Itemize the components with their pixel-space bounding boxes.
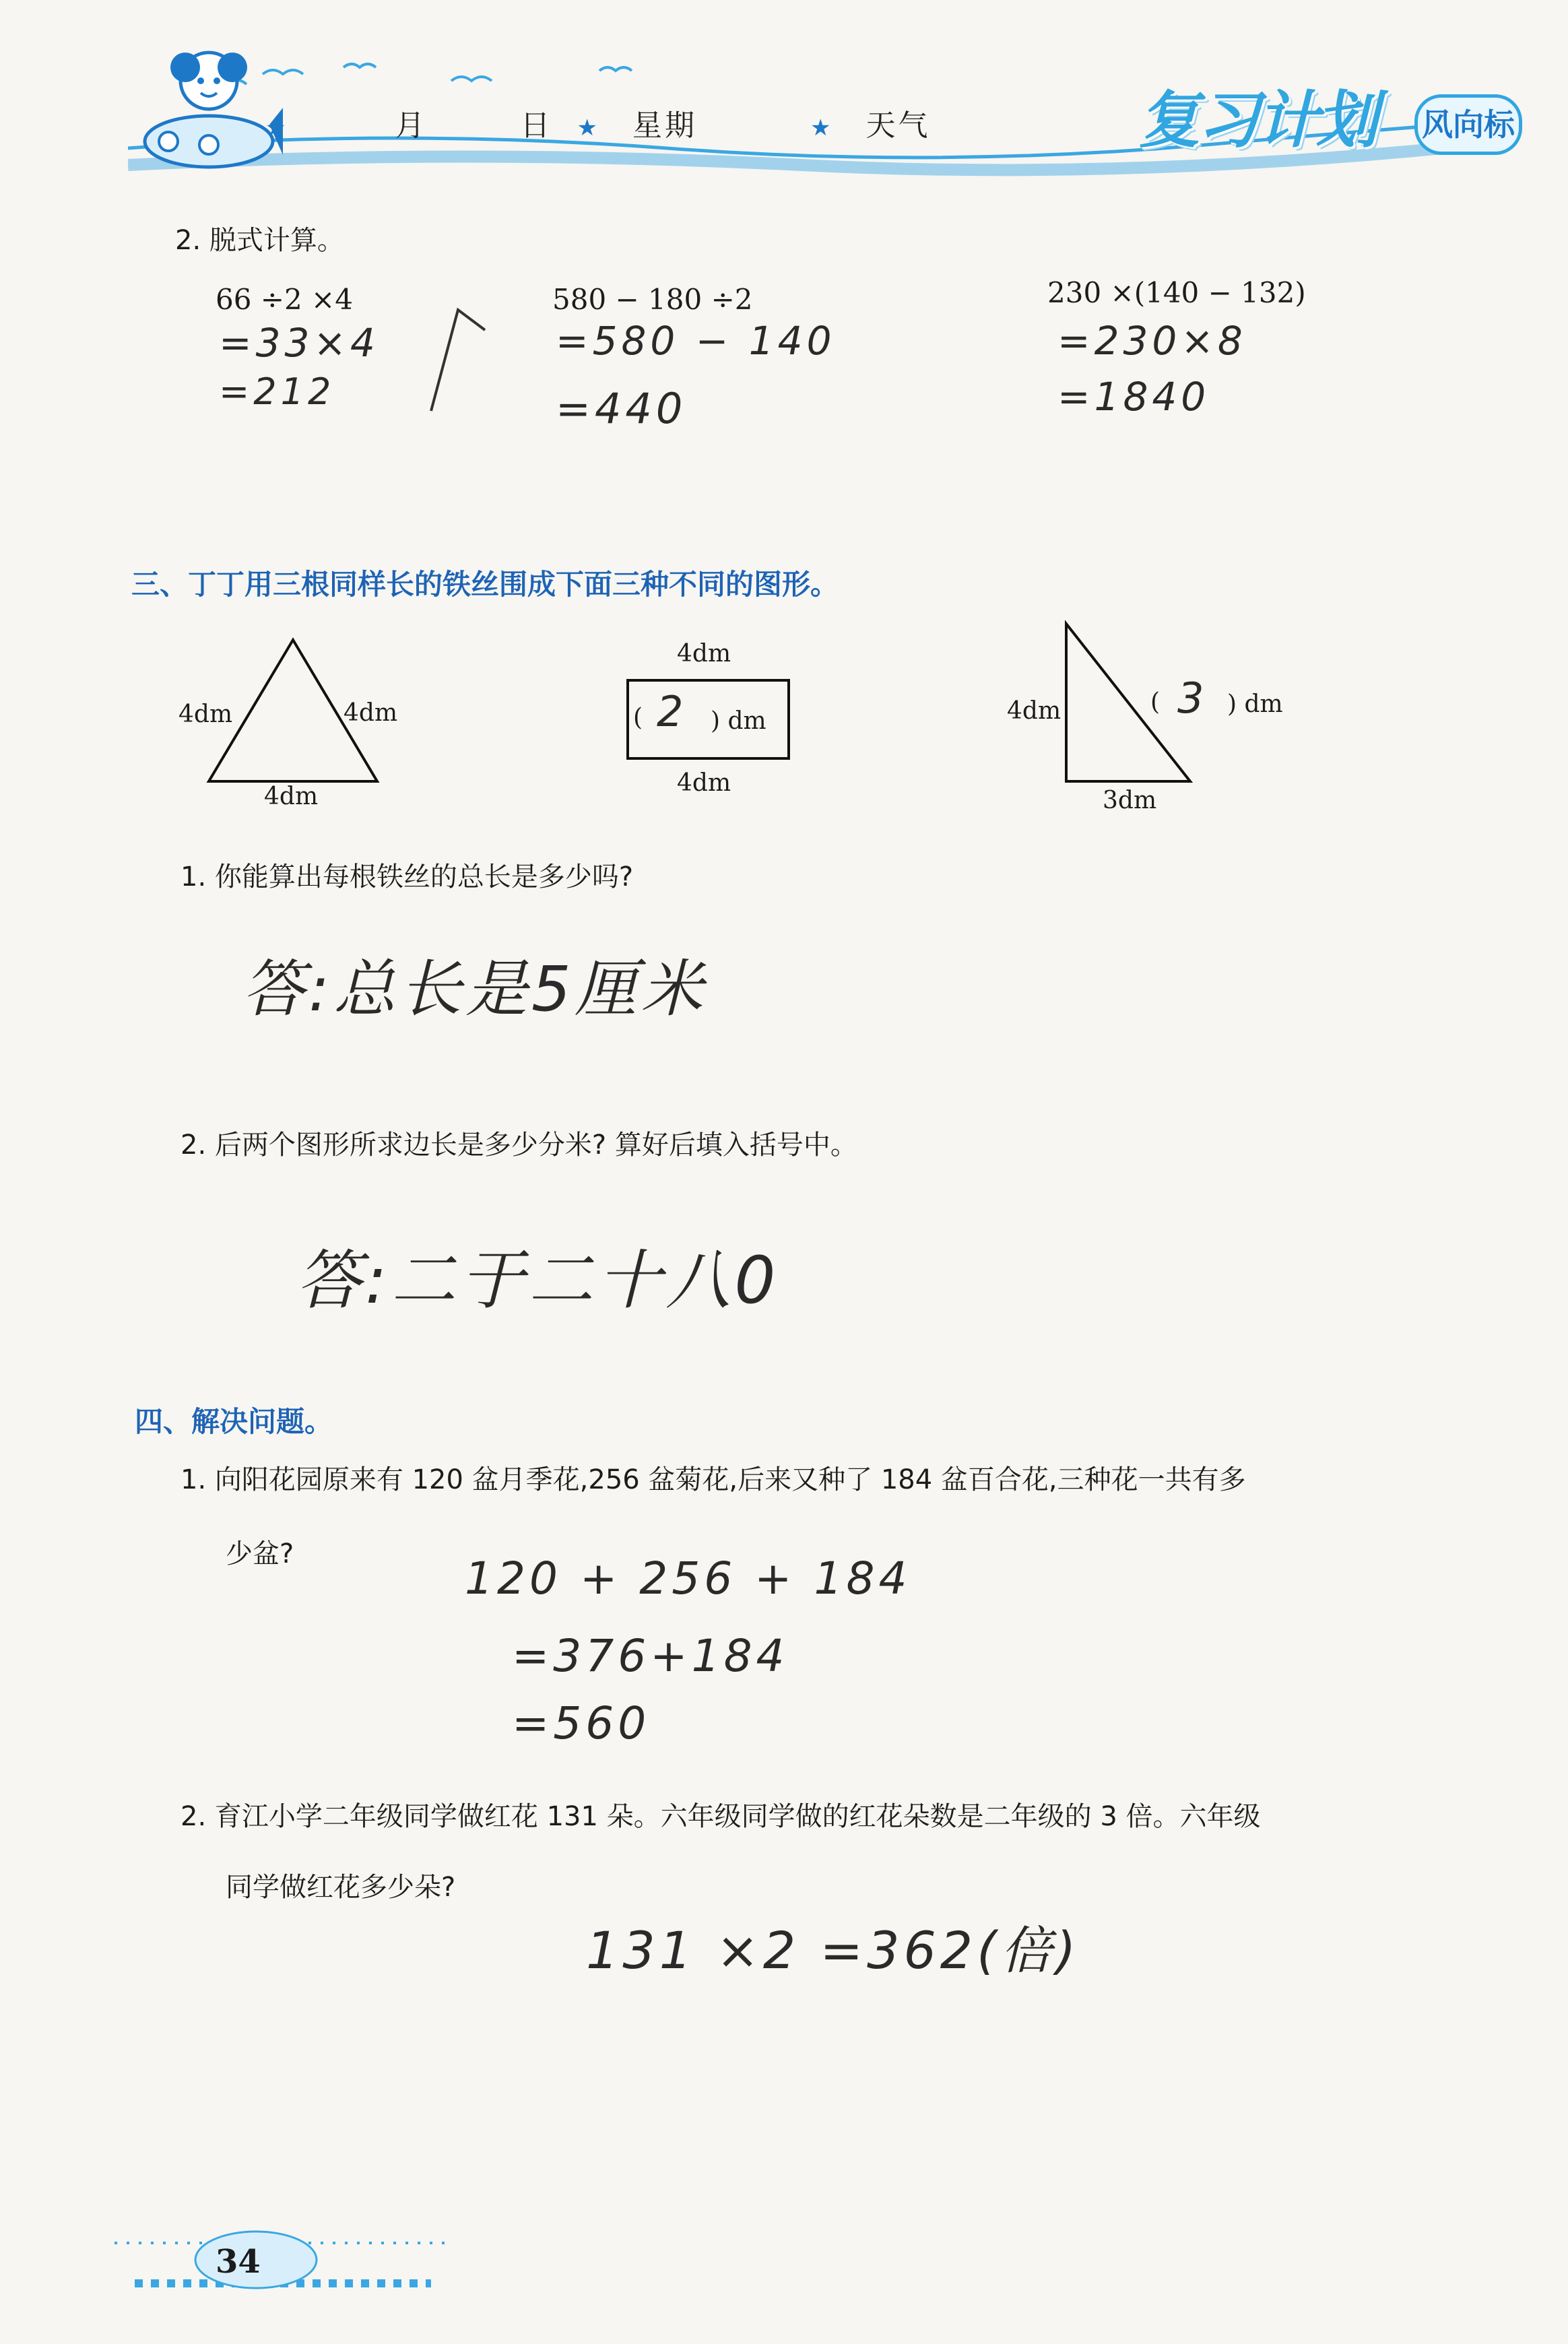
q2-expr3-work1: =230×8 (1057, 318, 1247, 364)
section4-p2-work: 131 ×2 =362(倍) (586, 1920, 1080, 1980)
q2-expr2: 580 − 180 ÷2 (552, 283, 753, 316)
q2-expr2-work2: =440 (556, 384, 687, 433)
header-day: 日 (520, 108, 553, 143)
q2-expr3-work2: =1840 (1057, 374, 1210, 420)
section3-q2: 2. 后两个图形所求边长是多少分米? 算好后填入括号中。 (181, 1130, 857, 1161)
section3-title: 三、丁丁用三根同样长的铁丝围成下面三种不同的图形。 (131, 568, 839, 601)
rect-side-open: ( (633, 704, 643, 731)
q2-expr1-work1: =33×4 (219, 320, 379, 366)
section4-p1-line1: 1. 向阳花园原来有 120 盆月季花,256 盆菊花,后来又种了 184 盆百合花,三种花一共有多 (181, 1464, 1246, 1495)
section4-p1-work2: =376+184 (512, 1630, 789, 1682)
brand-logo-subtitle: 风向标 (1414, 94, 1522, 155)
tri2-hyp-close: ) dm (1227, 690, 1283, 718)
tri1-right-label: 4dm (344, 699, 398, 727)
header-weather: 天气 (865, 108, 931, 143)
section4-p1-work3: =560 (512, 1697, 651, 1749)
header-month: 月 (395, 108, 428, 143)
section4-p1-line2: 少盆? (226, 1538, 294, 1569)
section3-q2-answer: 答:二于二十八0 (296, 1243, 780, 1318)
header-date-line (256, 101, 950, 144)
tri2-bottom-label: 3dm (1103, 787, 1157, 814)
tri2-hyp-answer: 3 (1177, 674, 1204, 723)
rect-side-close: ) dm (711, 707, 766, 735)
footer-dotted-decoration (115, 2223, 451, 2297)
q2-title: 2. 脱式计算。 (175, 225, 344, 256)
brand-logo-title: 复习计划 (1138, 84, 1376, 156)
section3-q1: 1. 你能算出每根铁丝的总长是多少吗? (181, 861, 634, 892)
section4-p2-line2: 同学做红花多少朵? (226, 1872, 456, 1903)
tri1-left-label: 4dm (178, 701, 233, 728)
section3-q1-answer: 答:总长是5厘米 (242, 953, 707, 1025)
right-triangle-figure (1061, 620, 1196, 788)
page-number: 34 (216, 2243, 261, 2281)
q2-expr1: 66 ÷2 ×4 (216, 283, 353, 316)
section4-p2-line1: 2. 育江小学二年级同学做红花 131 朵。六年级同学做的红花朵数是二年级的 3 倍。六年级 (181, 1801, 1261, 1832)
star-icon: ★ (577, 115, 600, 141)
rect-bottom-label: 4dm (677, 769, 731, 797)
tri2-hyp-open: ( (1150, 688, 1161, 716)
rect-top-label: 4dm (677, 640, 731, 668)
section4-title: 四、解决问题。 (135, 1405, 333, 1438)
stray-pen-mark (418, 290, 498, 424)
star-icon: ★ (810, 115, 834, 141)
q2-expr2-work1: =580 − 140 (556, 318, 836, 364)
star-icon: ★ (265, 115, 289, 141)
q2-expr1-work2: =212 (219, 370, 335, 413)
tri2-left-label: 4dm (1007, 697, 1061, 725)
rect-side-answer: 2 (657, 687, 684, 736)
header-weekday: 星期 (632, 108, 697, 143)
tri1-bottom-label: 4dm (264, 783, 319, 810)
q2-expr3: 230 ×(140 − 132) (1047, 276, 1306, 309)
section4-p1-work1: 120 + 256 + 184 (465, 1553, 911, 1604)
